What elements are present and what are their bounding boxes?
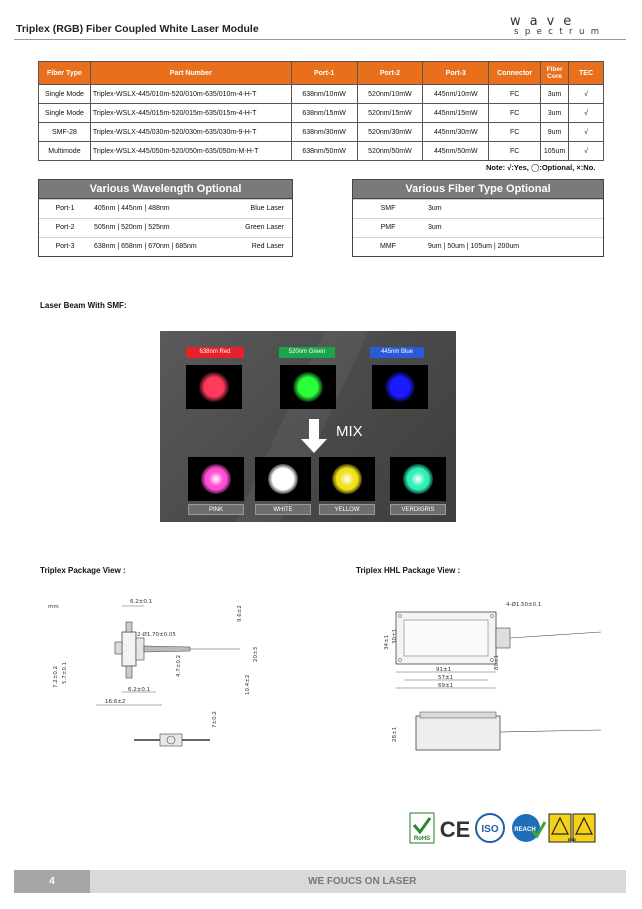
- dim-right-2: 20±3: [253, 646, 259, 662]
- cell-port-3: 445nm/30mW: [423, 123, 489, 142]
- port-label: Port-3: [55, 243, 75, 250]
- cell-port-1: 638nm/50mW: [291, 142, 357, 161]
- hhl-package-drawing: [356, 592, 606, 762]
- cell-connector: FC: [489, 85, 541, 104]
- laser-beam-panel: [160, 331, 456, 522]
- glow-pink: [201, 464, 231, 494]
- cell-fiber-core: 3um: [541, 104, 569, 123]
- fiber-optional-title: Various Fiber Type Optional: [353, 180, 603, 199]
- fiber-type-label: MMF: [380, 243, 396, 250]
- hhl-dim-1: 91±1: [436, 667, 452, 673]
- page-number: 4: [14, 870, 90, 893]
- fiber-type-label: PMF: [380, 224, 396, 231]
- iso-icon: [474, 812, 506, 844]
- fiber-values: 3um: [428, 205, 442, 212]
- tag-red: [186, 347, 244, 358]
- tag-blue: [370, 347, 424, 358]
- caption-white: WHITE: [255, 504, 311, 515]
- list-item: [353, 199, 603, 218]
- col-fiber-core: Fiber Core: [541, 62, 569, 85]
- cell-port-3: 445nm/10mW: [423, 85, 489, 104]
- iso-text: ISO: [481, 824, 499, 835]
- col-part-number: Part Number: [90, 62, 291, 85]
- laser-color: Blue Laser: [250, 205, 284, 212]
- glow-yellow: [332, 464, 362, 494]
- cell-port-3: 445nm/50mW: [423, 142, 489, 161]
- tag-green-label: 520nm Green: [288, 349, 326, 355]
- cell-fiber-core: 3um: [541, 85, 569, 104]
- hhl-dim-left-1: 34±1: [384, 634, 390, 650]
- tag-green: [279, 347, 335, 358]
- esd-icons: [548, 812, 596, 844]
- caption-verdigris: VERDIGRIS: [390, 504, 446, 515]
- spot-white: [255, 457, 311, 501]
- table-row: [39, 104, 604, 123]
- col-fiber-type: Fiber Type: [39, 62, 91, 85]
- beam-section-label: Laser Beam With SMF:: [40, 301, 127, 310]
- col-port-2: Port-2: [357, 62, 423, 85]
- tag-blue-label: 445nm Blue: [380, 349, 414, 355]
- cell-fiber-type: Single Mode: [39, 104, 91, 123]
- cell-part-number: Triplex-WSLX-445/030m-520/030m-635/030m-9-H-T: [90, 123, 291, 142]
- dim-holes: 2-Ø1.70±0.05: [137, 632, 176, 638]
- triplex-package-label: Triplex Package View :: [40, 566, 126, 575]
- cell-port-2: 520nm/30mW: [357, 123, 423, 142]
- hhl-package-label: Triplex HHL Package View :: [356, 566, 461, 575]
- dim-front: 7±0.2: [212, 711, 218, 728]
- table-note: Note: √:Yes, ◯:Optional, ×:No.: [486, 163, 596, 172]
- rohs-icon: [409, 812, 435, 844]
- cell-port-2: 520nm/10mW: [357, 85, 423, 104]
- spot-pink: [188, 457, 244, 501]
- cell-fiber-type: SMF-28: [39, 123, 91, 142]
- hhl-dim-left-2: 30±1: [392, 628, 398, 644]
- hhl-body-side: [416, 716, 500, 750]
- glow-green: [293, 372, 323, 402]
- module-top-port: [126, 622, 132, 632]
- spot-red: [186, 365, 242, 409]
- header-rule: [14, 39, 626, 40]
- fiber-values: 3um: [428, 224, 442, 231]
- cell-part-number: Triplex-WSLX-445/010m-520/010m-635/010m-4-H-T: [90, 85, 291, 104]
- rohs-text: RoHS: [413, 836, 431, 842]
- cell-tec: √: [569, 142, 604, 161]
- list-item: [39, 199, 292, 218]
- col-connector: Connector: [489, 62, 541, 85]
- module-bottom-port: [126, 666, 132, 678]
- logo-spectrum-text: spectrum: [514, 27, 606, 37]
- list-item: [39, 218, 292, 237]
- ce-mark-icon: [439, 812, 471, 844]
- module-side-port: [115, 642, 122, 654]
- cell-port-1: 638nm/10mW: [291, 85, 357, 104]
- list-item: [353, 237, 603, 256]
- page-title: Triplex (RGB) Fiber Coupled White Laser Module: [16, 23, 259, 35]
- arrow-down-icon: [301, 419, 327, 453]
- list-item: [39, 237, 292, 256]
- table-row: [39, 142, 604, 161]
- cell-fiber-core: 9um: [541, 123, 569, 142]
- mix-label: MIX: [336, 423, 363, 440]
- dim-right-1: 9.6±2: [237, 605, 243, 622]
- laser-color: Green Laser: [245, 224, 284, 231]
- footer-slogan: WE FOUCS ON LASER: [308, 876, 417, 887]
- wavelength-optional-box: [38, 179, 293, 257]
- cell-fiber-type: Multimode: [39, 142, 91, 161]
- tag-red-label: 638nm Red: [199, 349, 231, 355]
- unit-label: mm: [48, 604, 59, 610]
- col-tec: TEC: [569, 62, 604, 85]
- caption-pink: PINK: [188, 504, 244, 515]
- spot-green: [280, 365, 336, 409]
- cell-port-3: 445nm/15mW: [423, 104, 489, 123]
- laser-color: Red Laser: [251, 243, 284, 250]
- wavelength-values: 405nm | 445nm | 488nm: [94, 205, 170, 212]
- glow-blue: [385, 372, 415, 402]
- cell-connector: FC: [489, 142, 541, 161]
- page-footer: [14, 870, 626, 893]
- col-port-1: Port-1: [291, 62, 357, 85]
- dim-top: 6.2±0.1: [130, 599, 153, 605]
- dim-right-3: 10.4±2: [245, 674, 251, 695]
- hhl-fiber: [510, 632, 601, 638]
- spot-blue: [372, 365, 428, 409]
- cell-connector: FC: [489, 104, 541, 123]
- cell-port-2: 520nm/50mW: [357, 142, 423, 161]
- spot-yellow: [319, 457, 375, 501]
- dim-bottom-1: 6.2±0.1: [128, 687, 151, 693]
- cell-connector: FC: [489, 123, 541, 142]
- cell-tec: √: [569, 104, 604, 123]
- dim-left-1: 7.2±0.2: [53, 665, 59, 688]
- list-item: [353, 218, 603, 237]
- cell-fiber-type: Single Mode: [39, 85, 91, 104]
- hhl-dim-2: 57±1: [438, 675, 454, 681]
- cell-port-1: 638nm/15mW: [291, 104, 357, 123]
- fiber-values: 9um | 50um | 105um | 200um: [428, 243, 520, 250]
- glow-red: [199, 372, 229, 402]
- table-row: [39, 123, 604, 142]
- module-body: [122, 632, 136, 666]
- hhl-dim-3: 69±1: [438, 683, 454, 689]
- cell-tec: √: [569, 85, 604, 104]
- port-label: Port-1: [55, 205, 75, 212]
- triplex-package-drawing: [40, 592, 270, 762]
- cell-port-1: 638nm/30mW: [291, 123, 357, 142]
- col-port-3: Port-3: [423, 62, 489, 85]
- spot-verdigris: [390, 457, 446, 501]
- dim-left-2: 5.7±0.1: [62, 661, 68, 684]
- cell-fiber-core: 105um: [541, 142, 569, 161]
- reach-icon: [508, 812, 546, 844]
- table-row: [39, 85, 604, 104]
- cell-port-2: 520nm/15mW: [357, 104, 423, 123]
- glow-verdigris: [403, 464, 433, 494]
- dim-center: 4.7±0.2: [176, 654, 182, 677]
- wavelength-optional-title: Various Wavelength Optional: [39, 180, 292, 199]
- logo: [510, 14, 625, 40]
- fiber-type-label: SMF: [380, 205, 396, 212]
- wavelength-values: 638nm | 658nm | 670nm | 685nm: [94, 243, 197, 250]
- spec-header-row: [39, 62, 604, 85]
- port-label: Port-2: [55, 224, 75, 231]
- esd-text: ESD: [567, 837, 577, 842]
- logo-wave-text: wave: [510, 14, 581, 29]
- fiber-optional-box: [352, 179, 604, 257]
- glow-white: [268, 464, 298, 494]
- hhl-dim-right: 80±1: [494, 654, 500, 670]
- cell-part-number: Triplex-WSLX-445/015m-520/015m-635/015m-4-H-T: [90, 104, 291, 123]
- reach-text: REACH: [514, 827, 536, 833]
- module-collar: [136, 638, 144, 660]
- fiber-boot: [144, 646, 190, 652]
- ce-text: CE: [439, 817, 471, 842]
- hhl-dim-holes: 4-Ø1.50±0.1: [506, 602, 542, 608]
- caption-yellow: YELLOW: [319, 504, 375, 515]
- cell-part-number: Triplex-WSLX-445/050m-520/050m-635/050m-M-H-T: [90, 142, 291, 161]
- cell-tec: √: [569, 123, 604, 142]
- hhl-dim-side: 28±1: [392, 726, 398, 742]
- spec-table: [38, 61, 604, 161]
- wavelength-values: 505nm | 520nm | 525nm: [94, 224, 170, 231]
- dim-bottom-2: 16.6±2: [105, 699, 126, 705]
